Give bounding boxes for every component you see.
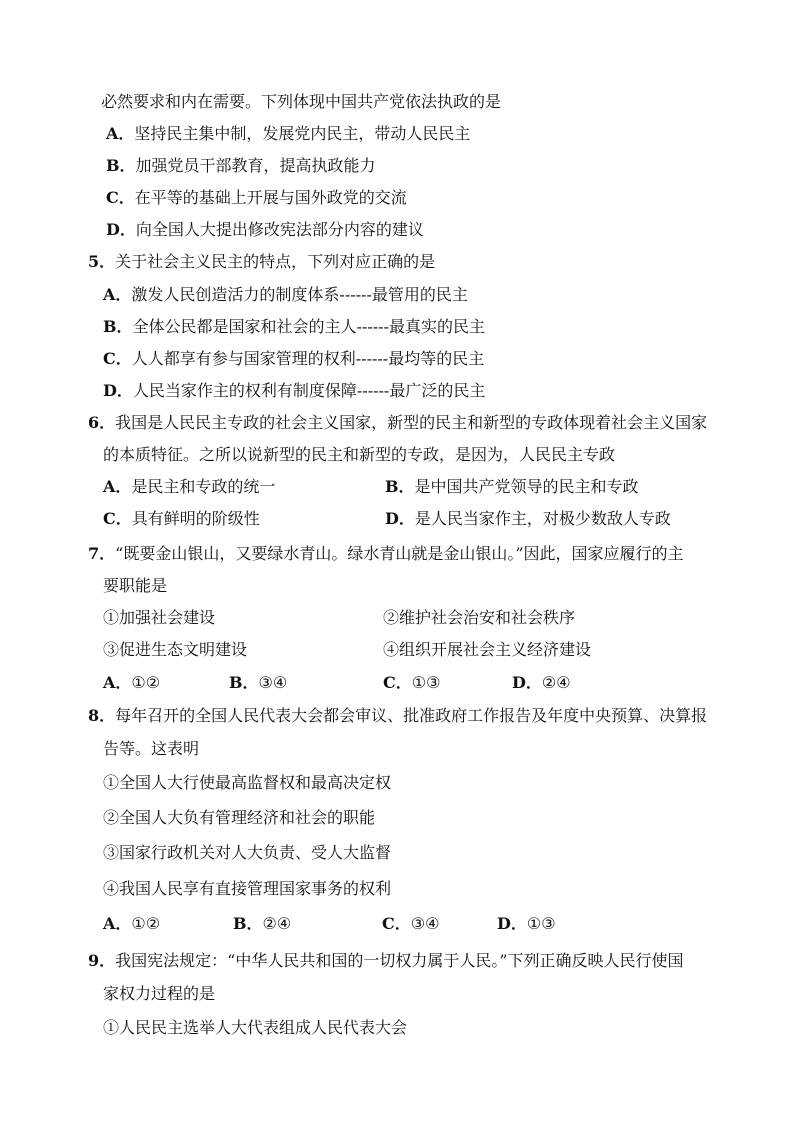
option-text: ①③ (411, 673, 441, 692)
option-text: 在平等的基础上开展与国外政党的交流 (134, 188, 407, 207)
q4-option-d[interactable] (106, 220, 424, 240)
option-letter: C． (106, 188, 135, 207)
q6-stem-line2: 的本质特征。之所以说新型的民主和新型的专政，是因为，人民民主专政 (103, 445, 616, 464)
option-letter: B． (233, 914, 263, 933)
q7-item-2: ②维护社会治安和社会秩序 (383, 608, 576, 627)
option-letter: C． (103, 349, 132, 368)
option-text: ②④ (541, 673, 571, 692)
option-letter: A． (103, 673, 132, 692)
q6-option-c[interactable] (103, 509, 260, 529)
q8-item-3: ③国家行政机关对人大负责、受人大监督 (103, 843, 392, 862)
q7-item-4: ④组织开展社会主义经济建设 (383, 640, 592, 659)
option-letter: C． (382, 914, 411, 933)
q8-stem-line2: 告等。这表明 (103, 739, 200, 758)
question-text: 我国宪法规定：“中华人民共和国的一切权力属于人民。”下列正确反映人民行使国 (115, 951, 684, 970)
option-text: ③④ (410, 914, 440, 933)
option-letter: A． (103, 914, 132, 933)
option-text: 人人都享有参与国家管理的权利------最均等的民主 (131, 349, 485, 368)
q7-option-c[interactable] (383, 673, 440, 693)
option-letter: A． (106, 124, 135, 143)
q8-option-a[interactable] (103, 914, 160, 934)
option-letter: B． (103, 317, 133, 336)
option-letter: A． (103, 477, 132, 496)
option-text: 坚持民主集中制，发展党内民主，带动人民民主 (134, 124, 471, 143)
q9-stem-line2: 家权力过程的是 (103, 984, 216, 1003)
q8-option-b[interactable] (233, 914, 291, 934)
option-text: 全体公民都是国家和社会的主人------最真实的民主 (132, 317, 485, 336)
q5-option-a[interactable] (103, 285, 468, 305)
q8-item-4: ④我国人民享有直接管理国家事务的权利 (103, 879, 392, 898)
q4-option-a[interactable] (106, 124, 470, 144)
q8-stem-line1 (88, 706, 707, 726)
option-letter: D． (385, 509, 415, 528)
question-text: 我国是人民民主专政的社会主义国家，新型的民主和新型的专政体现着社会主义国家 (115, 413, 708, 432)
option-text: 是中国共产党领导的民主和专政 (414, 477, 639, 496)
q8-option-d[interactable] (497, 914, 556, 934)
q4-option-c[interactable] (106, 188, 407, 208)
option-text: ①② (131, 673, 161, 692)
q7-item-1: ①加强社会建设 (103, 608, 216, 627)
option-letter: A． (103, 285, 132, 304)
question-number: 8． (88, 706, 116, 725)
q8-item-2: ②全国人大负有管理经济和社会的职能 (103, 808, 376, 827)
q9-stem-line1 (88, 951, 684, 971)
option-text: 是民主和专政的统一 (131, 477, 276, 496)
q6-option-b[interactable] (385, 477, 639, 497)
q6-option-a[interactable] (103, 477, 275, 497)
question-text: 每年召开的全国人民代表大会都会审议、批准政府工作报告及年度中央预算、决算报 (115, 706, 708, 725)
question-number: 5． (88, 252, 116, 271)
option-text: ③④ (258, 673, 288, 692)
q7-option-d[interactable] (512, 673, 571, 693)
q5-option-c[interactable] (103, 349, 484, 369)
q5-option-d[interactable] (103, 381, 485, 401)
q8-option-c[interactable] (382, 914, 439, 934)
option-letter: B． (106, 156, 136, 175)
q7-stem-line2: 要职能是 (103, 576, 168, 595)
option-text: 是人民当家作主，对极少数敌人专政 (414, 509, 671, 528)
option-text: 加强党员干部教育，提高执政能力 (135, 156, 376, 175)
option-text: 向全国人大提出修改宪法部分内容的建议 (135, 220, 424, 239)
option-letter: B． (385, 477, 415, 496)
q4-option-b[interactable] (106, 156, 376, 176)
option-letter: C． (103, 509, 132, 528)
option-text: ①③ (526, 914, 556, 933)
q6-option-d[interactable] (385, 509, 671, 529)
q7-stem-line1 (88, 544, 684, 564)
question-text: “既要金山银山，又要绿水青山。绿水青山就是金山银山。”因此，国家应履行的主 (115, 544, 684, 563)
option-letter: B． (229, 673, 259, 692)
q7-item-3: ③促进生态文明建设 (103, 640, 248, 659)
q4-stem-continuation: 必然要求和内在需要。下列体现中国共产党依法执政的是 (101, 92, 502, 111)
option-text: 人民当家作主的权利有制度保障------最广泛的民主 (132, 381, 486, 400)
option-letter: D． (103, 381, 133, 400)
option-text: ①② (131, 914, 161, 933)
q8-item-1: ①全国人大行使最高监督权和最高决定权 (103, 773, 392, 792)
question-number: 6． (88, 413, 116, 432)
option-text: ②④ (262, 914, 292, 933)
question-number: 9． (88, 951, 116, 970)
option-text: 激发人民创造活力的制度体系------最管用的民主 (131, 285, 468, 304)
q5-option-b[interactable] (103, 317, 485, 337)
option-letter: D． (497, 914, 527, 933)
q9-item-1: ①人民民主选举人大代表组成人民代表大会 (103, 1018, 408, 1037)
option-letter: D． (106, 220, 136, 239)
option-text: 具有鲜明的阶级性 (131, 509, 260, 528)
question-number: 7． (88, 544, 116, 563)
q6-stem-line1 (88, 413, 707, 433)
q5-stem (88, 252, 435, 272)
q7-option-b[interactable] (229, 673, 287, 693)
option-letter: C． (383, 673, 412, 692)
option-letter: D． (512, 673, 542, 692)
question-text: 关于社会主义民主的特点，下列对应正确的是 (115, 252, 436, 271)
q7-option-a[interactable] (103, 673, 160, 693)
